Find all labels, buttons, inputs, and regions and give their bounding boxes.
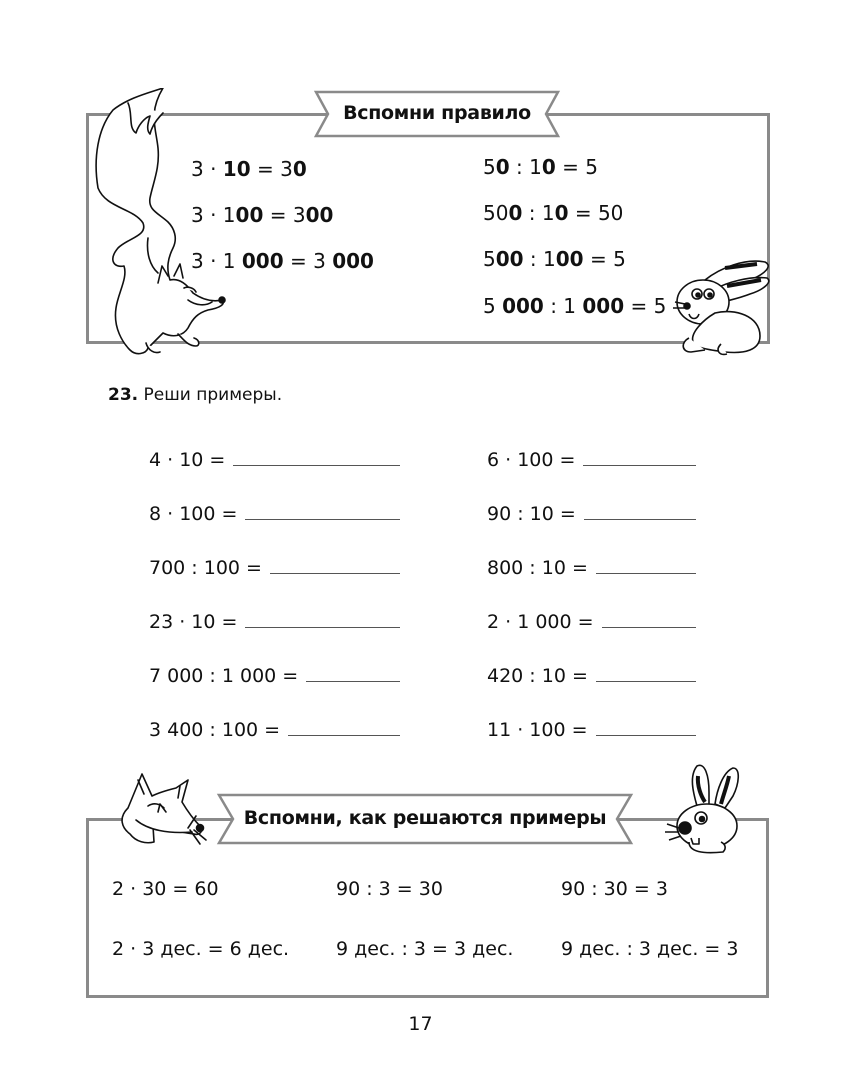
example-row bbox=[487, 557, 696, 579]
rule-bold-part: 0 bbox=[508, 201, 523, 225]
rule-part: : 1 bbox=[509, 155, 542, 179]
answer-blank[interactable] bbox=[233, 464, 400, 466]
example-expression: 23 · 10 = bbox=[149, 611, 238, 633]
answer-blank[interactable] bbox=[602, 626, 696, 628]
answer-blank[interactable] bbox=[288, 734, 400, 736]
example-row bbox=[487, 611, 696, 633]
answer-blank[interactable] bbox=[584, 518, 696, 520]
rule-bold-part: 000 bbox=[582, 294, 625, 318]
example-row bbox=[487, 449, 696, 471]
example-expression: 7 000 : 1 000 = bbox=[149, 665, 299, 687]
example-row bbox=[149, 719, 400, 741]
rule-part: = 5 bbox=[624, 294, 667, 318]
rule-bold-part: 0 bbox=[554, 201, 569, 225]
rule-bold-part: 000 bbox=[332, 249, 374, 273]
examples-box-title: Вспомни, как решаются примеры bbox=[243, 807, 607, 829]
rule-part: : 1 bbox=[543, 294, 583, 318]
example-expression: 11 · 100 = bbox=[487, 719, 588, 741]
rule-part: 5 bbox=[483, 155, 496, 179]
example-expression: 420 : 10 = bbox=[487, 665, 588, 687]
rule-bold-part: 00 bbox=[495, 247, 524, 271]
fox-head-illustration-icon bbox=[108, 768, 208, 850]
example-row bbox=[149, 611, 400, 633]
example-expression: 2 · 1 000 = bbox=[487, 611, 594, 633]
page-number: 17 bbox=[408, 1013, 433, 1035]
rule-part: = 5 bbox=[583, 247, 626, 271]
rule-part: = 50 bbox=[568, 201, 624, 225]
rule-bold-part: 000 bbox=[502, 294, 544, 318]
rule-part: 3 · 1 bbox=[191, 249, 242, 273]
example-row bbox=[149, 449, 400, 471]
answer-blank[interactable] bbox=[306, 680, 400, 682]
rule-banner bbox=[312, 88, 562, 140]
example-row bbox=[149, 665, 400, 687]
example-expression: 6 · 100 = bbox=[487, 449, 576, 471]
rule-part: 5 bbox=[483, 294, 503, 318]
rule-bold-part: 0 bbox=[495, 155, 510, 179]
example-expression: 90 : 10 = bbox=[487, 503, 576, 525]
rule-part: = 3 bbox=[263, 203, 306, 227]
example-expression: 4 · 10 = bbox=[149, 449, 226, 471]
example-expression: 700 : 100 = bbox=[149, 557, 262, 579]
rule-box-title: Вспомни правило bbox=[343, 102, 531, 124]
worked-example: 9 дес. : 3 = 3 дес. bbox=[336, 938, 514, 960]
example-row bbox=[487, 719, 696, 741]
rule-bold-part: 00 bbox=[305, 203, 334, 227]
rule-part: : 1 bbox=[523, 247, 556, 271]
rule-part: : 1 bbox=[522, 201, 555, 225]
answer-blank[interactable] bbox=[596, 572, 696, 574]
answer-blank[interactable] bbox=[583, 464, 696, 466]
task-number: 23. bbox=[108, 385, 139, 405]
worked-example: 90 : 3 = 30 bbox=[336, 878, 443, 900]
example-row bbox=[149, 557, 400, 579]
answer-blank[interactable] bbox=[596, 680, 696, 682]
answer-blank[interactable] bbox=[270, 572, 400, 574]
worked-example: 90 : 30 = 3 bbox=[561, 878, 668, 900]
rule-part: = 5 bbox=[555, 155, 598, 179]
rule-equation bbox=[483, 294, 666, 318]
rule-part: = 3 bbox=[283, 249, 333, 273]
rule-bold-part: 000 bbox=[241, 249, 284, 273]
examples-banner bbox=[215, 791, 635, 847]
worked-example: 9 дес. : 3 дес. = 3 bbox=[561, 938, 739, 960]
rule-bold-part: 0 bbox=[541, 155, 556, 179]
rabbit-illustration-icon bbox=[665, 258, 775, 358]
fox-illustration-icon bbox=[88, 88, 238, 363]
answer-blank[interactable] bbox=[596, 734, 696, 736]
rule-part: 5 bbox=[483, 247, 496, 271]
answer-blank[interactable] bbox=[245, 626, 400, 628]
worked-example: 2 · 30 = 60 bbox=[112, 878, 219, 900]
worked-example: 2 · 3 дес. = 6 дес. bbox=[112, 938, 290, 960]
rule-equation bbox=[483, 247, 626, 271]
rule-bold-part: 10 bbox=[222, 157, 251, 181]
rule-equation bbox=[483, 155, 598, 179]
rule-part: = 3 bbox=[250, 157, 293, 181]
rule-bold-part: 00 bbox=[235, 203, 264, 227]
rule-part: 3 · bbox=[191, 157, 223, 181]
example-expression: 3 400 : 100 = bbox=[149, 719, 281, 741]
task-heading bbox=[108, 385, 282, 405]
rule-part: 50 bbox=[483, 201, 509, 225]
rule-equation bbox=[483, 201, 623, 225]
example-row bbox=[487, 665, 696, 687]
answer-blank[interactable] bbox=[245, 518, 400, 520]
example-expression: 8 · 100 = bbox=[149, 503, 238, 525]
example-row bbox=[149, 503, 400, 525]
rule-bold-part: 0 bbox=[292, 157, 307, 181]
rule-bold-part: 00 bbox=[555, 247, 584, 271]
task-instruction: Реши примеры. bbox=[143, 385, 283, 405]
rule-part: 3 · 1 bbox=[191, 203, 236, 227]
example-expression: 800 : 10 = bbox=[487, 557, 588, 579]
example-row bbox=[487, 503, 696, 525]
rabbit-head-illustration-icon bbox=[663, 762, 753, 858]
